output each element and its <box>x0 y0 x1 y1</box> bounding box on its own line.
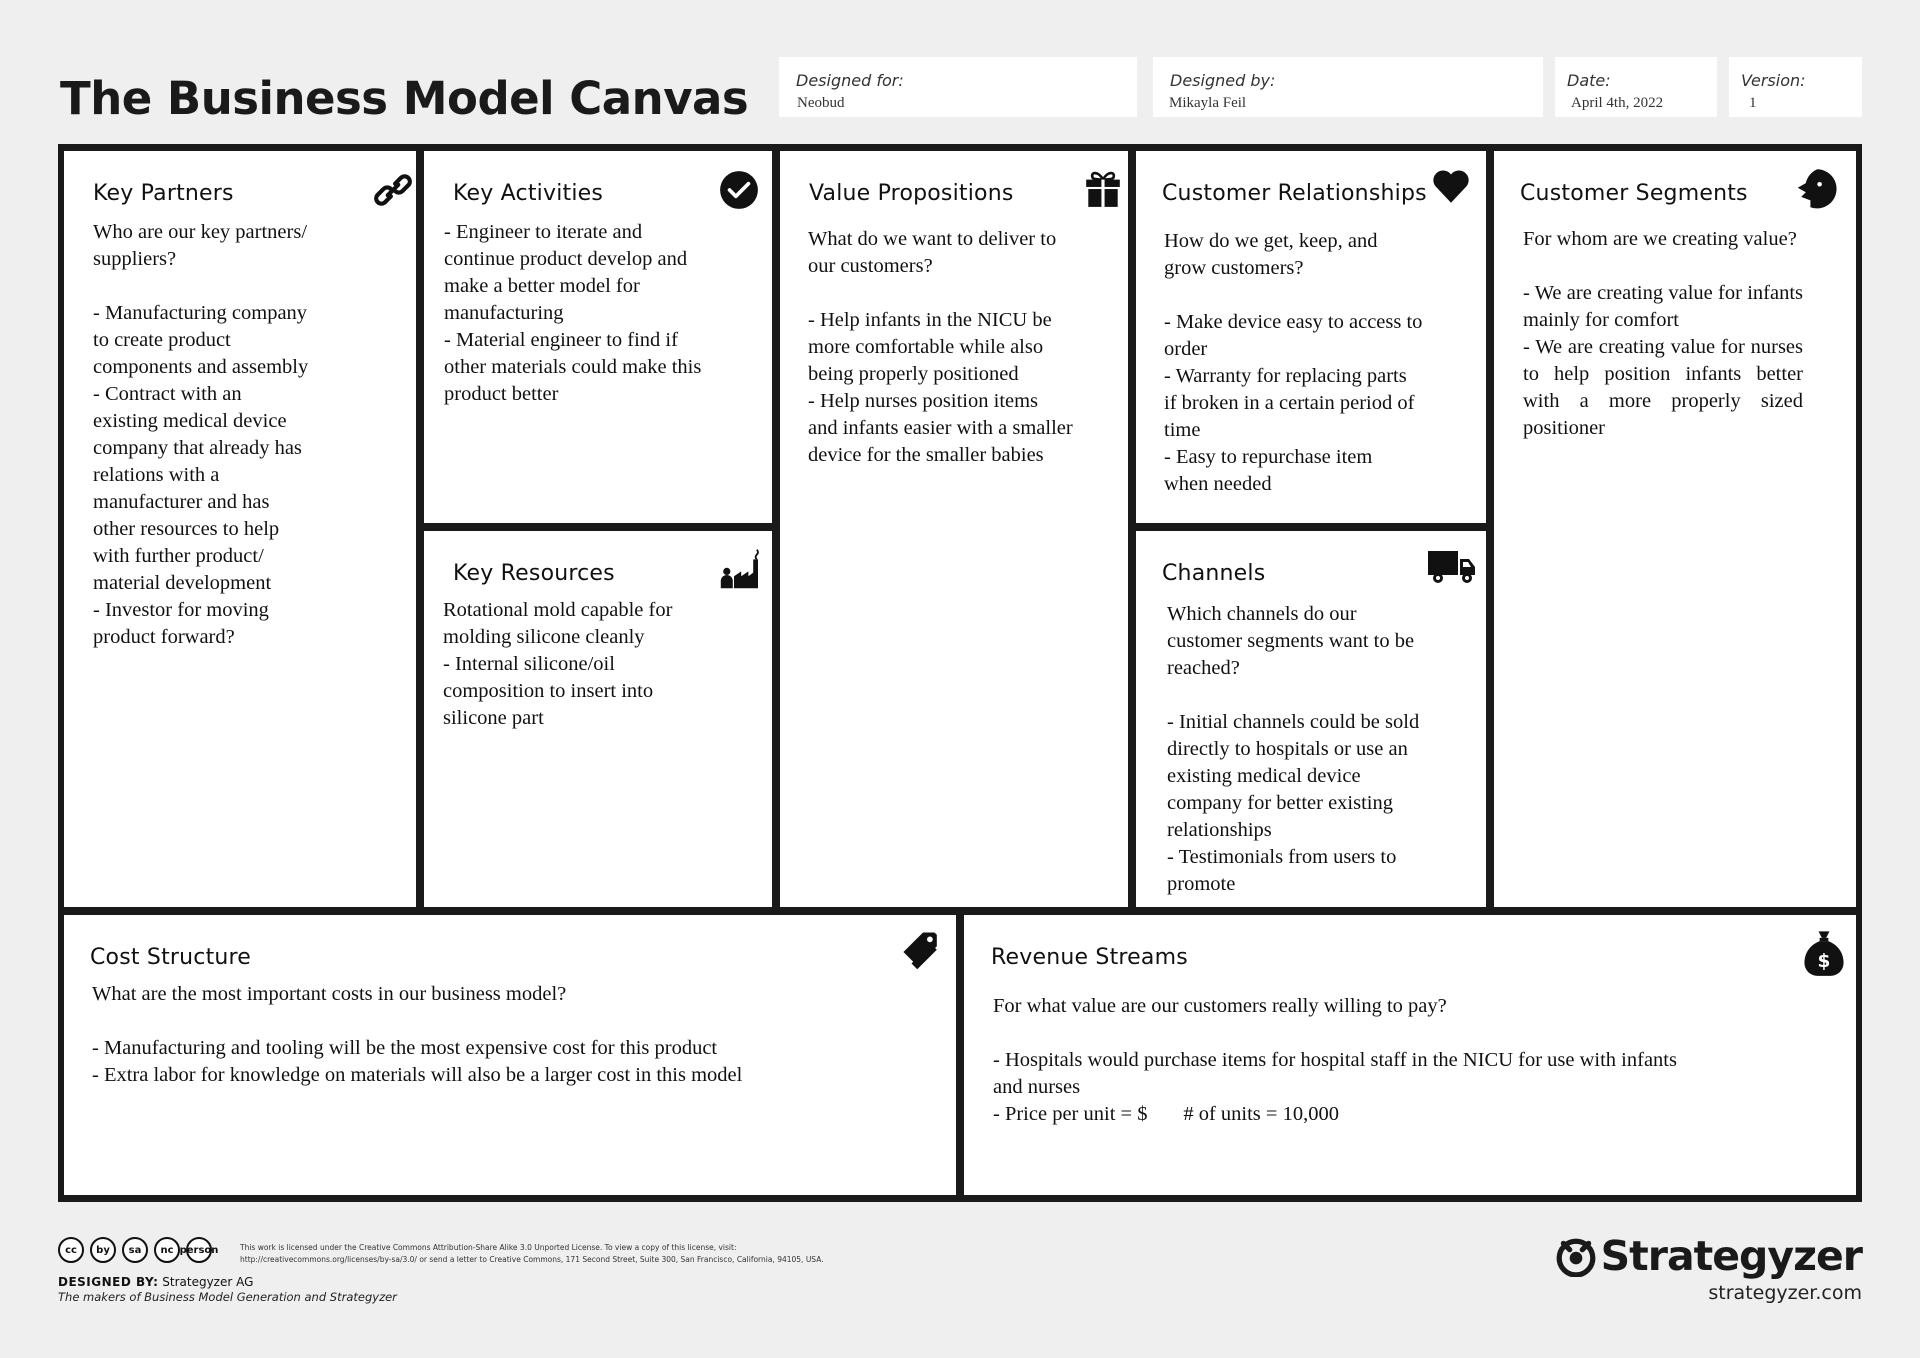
designed-by-credit <box>58 1275 253 1289</box>
revenue-streams-text: For what value are our customers really willing to pay? - Hospitals would purchase items for hospital staff in the NICU for use with infants and nurses - Price per unit = $ # of units = 10,000 <box>993 995 1677 1125</box>
license-text: This work is licensed under the Creative Commons Attribution-Share Alike 3.0 Unported License. To view a copy of this license, visit: http://creativecommons.org/licenses/by-sa/3.0/ or send a letter to Creative Commons, 171 Second Street, Suite 300, San Francisco, California, 94105, USA. <box>240 1243 824 1264</box>
designed-for-label: Designed for: <box>796 71 904 90</box>
designed-by-label: Designed by: <box>1170 71 1276 90</box>
channels-text: Which channels do our customer segments want to be reached? - Initial channels could be sold directly to hospitals or use an existing medical device company for better existing relationships - Testimonials from users to promote <box>1167 603 1420 895</box>
face-icon <box>1792 167 1838 213</box>
channels-block[interactable] <box>1136 531 1486 907</box>
revenue-streams-block[interactable] <box>964 915 1856 1195</box>
value-propositions-title: Value Propositions <box>809 181 1014 206</box>
check-icon <box>718 169 760 211</box>
customer-relationships-block[interactable] <box>1136 151 1486 523</box>
key-activities-block[interactable] <box>424 151 772 523</box>
channels-title: Channels <box>1162 561 1266 586</box>
key-activities-title: Key Activities <box>453 181 604 206</box>
key-resources-block[interactable] <box>424 531 772 907</box>
tag-icon <box>900 929 946 975</box>
factory-icon <box>716 545 764 593</box>
person-icon: person <box>186 1237 212 1263</box>
makers-text: The makers of Business Model Generation and Strategyzer <box>58 1290 397 1304</box>
svg-text:$: $ <box>1817 951 1831 973</box>
by-icon: by <box>90 1237 116 1263</box>
cost-structure-title: Cost Structure <box>90 945 252 970</box>
key-partners-title: Key Partners <box>93 181 234 206</box>
designed-by-value: Mikayla Feil <box>1169 95 1247 111</box>
date-value: April 4th, 2022 <box>1571 95 1664 111</box>
customer-segments-text: For whom are we creating value? - We are creating value for infants mainly for comfort - We are creating value for nurses to help position infants better with a more properly sized positioner <box>1523 228 1803 439</box>
designed-for-field[interactable] <box>779 57 1137 117</box>
page-title: The Business Model Canvas <box>60 72 749 125</box>
customer-segments-block[interactable] <box>1494 151 1856 907</box>
designed-by-credit-label: DESIGNED BY: <box>58 1275 159 1289</box>
cc-icon: cc <box>58 1237 84 1263</box>
heart-icon <box>1430 165 1472 207</box>
key-resources-title: Key Resources <box>453 561 615 586</box>
key-partners-text: Who are our key partners/ suppliers? - Manufacturing company to create product components and assembly - Contract with an existing medical device company that already has relations with a manufacturer and has other resources to help with further product/ material development - Investor for moving product forward? <box>93 221 309 648</box>
date-field[interactable] <box>1555 57 1717 117</box>
version-field[interactable] <box>1729 57 1862 117</box>
value-propositions-block[interactable] <box>780 151 1128 907</box>
value-propositions-text: What do we want to deliver to our customers? - Help infants in the NICU be more comfortable while also being properly positioned - Help nurses position items and infants easier with a smaller device for the smaller babies <box>808 228 1073 466</box>
version-label: Version: <box>1741 71 1806 90</box>
brand-url[interactable]: strategyzer.com <box>1708 1282 1862 1304</box>
license-icons <box>58 1237 219 1263</box>
designed-by-credit-value: Strategyzer AG <box>162 1275 254 1289</box>
designed-by-field[interactable] <box>1153 57 1543 117</box>
key-partners-block[interactable] <box>64 151 416 907</box>
strategyzer-logo-icon <box>1555 1235 1597 1277</box>
truck-icon <box>1426 547 1476 585</box>
money-bag-icon <box>1802 927 1846 977</box>
gift-icon <box>1082 167 1124 209</box>
revenue-streams-title: Revenue Streams <box>991 945 1188 970</box>
customer-relationships-title: Customer Relationships <box>1162 181 1427 206</box>
version-value: 1 <box>1749 95 1757 111</box>
key-activities-text: - Engineer to iterate and continue product develop and make a better model for manufacturing - Material engineer to find if other materials could make this product better <box>444 221 702 405</box>
brand-name: Strategyzer <box>1600 1232 1862 1280</box>
designed-for-value: Neobud <box>797 95 845 111</box>
key-resources-text: Rotational mold capable for molding silicone cleanly - Internal silicone/oil composition to insert into silicone part <box>443 599 673 729</box>
strategyzer-logo[interactable] <box>1555 1232 1862 1280</box>
cost-structure-block[interactable] <box>64 915 956 1195</box>
sa-icon: sa <box>122 1237 148 1263</box>
date-label: Date: <box>1567 71 1611 90</box>
business-model-canvas <box>58 144 1862 1202</box>
customer-relationships-text: How do we get, keep, and grow customers? - Make device easy to access to order - Warranty for replacing parts if broken in a certain period of time - Easy to repurchase item when needed <box>1164 230 1423 495</box>
nc-icon: nc <box>154 1237 180 1263</box>
cost-structure-text: What are the most important costs in our business model? - Manufacturing and tooling will be the most expensive cost for this product - Extra labor for knowledge on materials will also be a larger cost in this model <box>92 983 743 1086</box>
link-icon <box>372 169 414 211</box>
customer-segments-title: Customer Segments <box>1520 181 1748 206</box>
